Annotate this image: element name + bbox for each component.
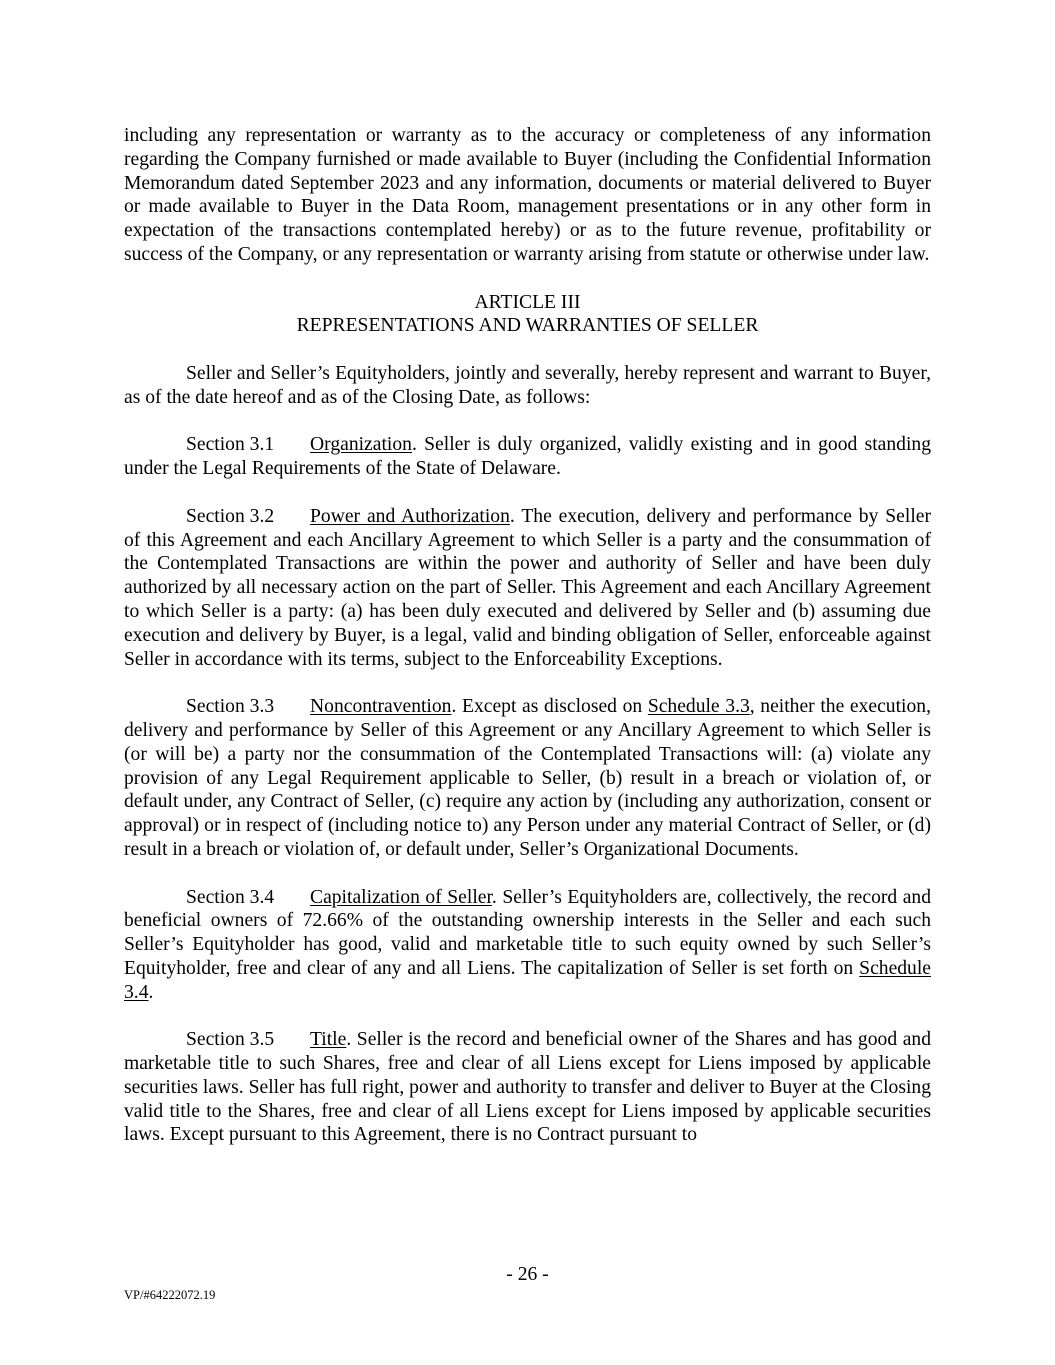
article-number: ARTICLE III — [474, 291, 581, 313]
section-3-5 — [124, 1028, 931, 1147]
article-lead-paragraph: Seller and Seller’s Equityholders, jointly and severally, hereby represent and warrant to Buyer, as of the date hereof and as of the Closing Date, as follows: — [124, 362, 931, 408]
section-body: . The execution, delivery and performance by Seller of this Agreement and each Ancillary Agreement to which Seller is a party and the consummation of the Contemplated Transactions are within the power and authority of Seller and have been duly authorized by all necessary action on the part of Seller. This Agreement and each Ancillary Agreement to which Seller is a party: (a) has been duly executed and delivered by Seller and (b) assuming due execution and delivery by Buyer, is a legal, valid and binding obligation of Seller, enforceable against Seller in accordance with its terms, subject to the Enforceability Exceptions. — [124, 505, 931, 670]
section-3-2 — [124, 505, 931, 672]
section-heading: Title — [310, 1029, 347, 1051]
section-body-continued: , neither the execution, delivery and performance by Seller of this Agreement or any Ancillary Agreement to which Seller is (or will be) a party nor the consummation of the Contemplated Transactions will: (a) violate any provision of any Legal Requirement applicable to Seller, (b) result in a breach or violation of, or default under, any Contract of Seller, (c) require any action by (including any authorization, consent or approval) or in respect of (including notice to) any Person under any material Contract of Seller, or (d) result in a breach or violation of, or default under, Seller’s Organizational Documents. — [124, 696, 931, 860]
section-3-1 — [124, 433, 931, 481]
section-number: Section 3.5 — [186, 1029, 275, 1051]
section-3-3 — [124, 695, 931, 862]
document-page — [124, 124, 931, 1147]
section-heading: Noncontravention — [310, 696, 452, 718]
section-body-tail: . — [148, 981, 154, 1003]
section-number: Section 3.1 — [186, 434, 275, 456]
section-body: . Seller is the record and beneficial owner of the Shares and has good and marketable title to such Shares, free and clear of all Liens except for Liens imposed by applicable securities laws. Seller has full right, power and authority to transfer and deliver to Buyer at the Closing valid title to the Shares, free and clear of all Liens except for Liens imposed by applicable securities laws. Except pursuant to this Agreement, there is no Contract pursuant to — [124, 1029, 931, 1146]
section-body: . Seller’s Equityholders are, collectively, the record and beneficial owners of 72.66% of the outstanding ownership interests in the Seller and each such Seller’s Equityholder has good, valid and marketable title to such equity owned by such Seller’s Equityholder, free and clear of any and all Liens. The capitalization of Seller is set forth on — [124, 886, 931, 979]
schedule-reference: Schedule 3.4 — [124, 957, 931, 1003]
section-3-4 — [124, 886, 931, 1005]
schedule-reference: Schedule 3.3 — [647, 696, 750, 718]
section-number: Section 3.2 — [186, 505, 275, 527]
section-body: . Seller is duly organized, validly existing and in good standing under the Legal Requirements of the State of Delaware. — [124, 434, 931, 480]
section-number: Section 3.3 — [186, 696, 275, 718]
article-title: REPRESENTATIONS AND WARRANTIES OF SELLER — [296, 315, 759, 337]
section-heading: Capitalization of Seller — [310, 886, 492, 908]
page-number: - 26 - — [506, 1264, 549, 1285]
section-body: . Except as disclosed on — [451, 696, 648, 718]
document-id: VP/#64222072.19 — [124, 1288, 216, 1302]
section-heading: Power and Authorization — [310, 505, 510, 527]
intro-paragraph: including any representation or warranty as to the accuracy or completeness of any information regarding the Company furnished or made available to Buyer (including the Confidential Information Memorandum dated September 2023 and any information, documents or material delivered to Buyer or made available to Buyer in the Data Room, management presentations or in any other form in expectation of the transactions contemplated hereby) or as to the future revenue, profitability or success of the Company, or any representation or warranty arising from statute or otherwise under law. — [124, 125, 931, 265]
section-number: Section 3.4 — [186, 886, 275, 908]
section-heading: Organization — [310, 434, 412, 456]
